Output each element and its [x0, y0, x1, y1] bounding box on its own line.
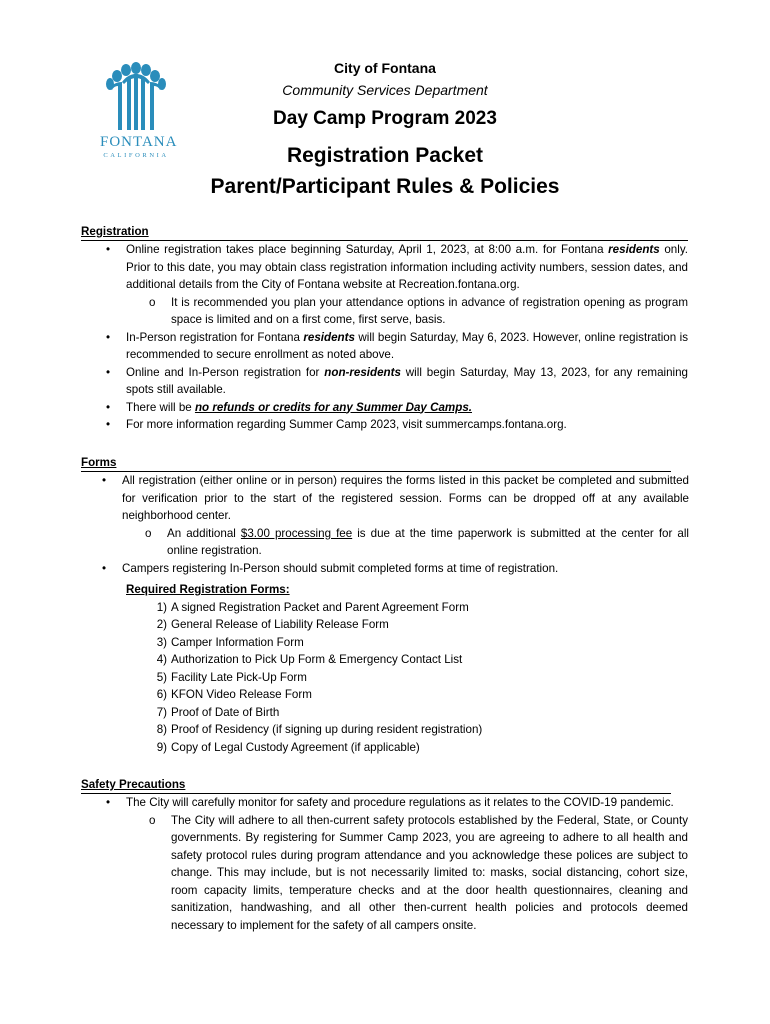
required-form-item — [156, 721, 689, 739]
item-number: 7) — [156, 705, 167, 719]
program-title: Day Camp Program 2023 — [273, 108, 497, 129]
forms-section — [81, 454, 690, 756]
registration-section — [81, 223, 688, 434]
bullet-icon: • — [106, 400, 111, 414]
item-text: Copy of Legal Custody Agreement (if applicable) — [171, 740, 420, 754]
item-number: 9) — [156, 740, 167, 754]
required-form-item — [156, 616, 689, 634]
item-number: 6) — [156, 688, 167, 701]
item-number: 5) — [156, 670, 167, 684]
sub-bullet-icon: o — [149, 295, 156, 309]
bullet-icon: • — [102, 561, 107, 575]
required-form-item — [156, 739, 689, 757]
item-text: Proof of Residency (if signing up during resident registration) — [171, 723, 483, 736]
bullet-icon: • — [106, 418, 111, 431]
required-form-item — [156, 634, 689, 652]
sub-list-item: o An additional $3.00 processing fee is due at the time paperwork is submitted at the center for all online registration. — [145, 526, 690, 557]
item-text: Facility Late Pick-Up Form — [171, 670, 307, 684]
item-number: 4) — [156, 653, 167, 666]
department-name: Community Services Department — [282, 82, 488, 98]
sub-bullet-icon: o — [149, 813, 156, 827]
bullet-icon: • — [106, 365, 111, 379]
bullet-icon: • — [106, 330, 111, 344]
item-number: 8) — [156, 723, 167, 736]
list-item: • Online registration takes place beginning Saturday, April 1, 2023, at 8:00 a.m. for Fontana residents only. Prior to this date, you may obtain class registration information including activity numbers, session dates, and additional details from the City of Fontana website at Recreation.fontana.org. — [106, 243, 688, 291]
item-text: Camper Information Form — [171, 635, 304, 649]
list-item: • In-Person registration for Fontana residents will begin Saturday, May 6, 2023. However, online registration is recommended to secure enrollment as noted above. — [106, 330, 688, 361]
sub-list-item: o It is recommended you plan your attendance options in advance of registration opening as program space is limited and on a first come, first serve, basis. — [149, 295, 688, 326]
document-title: Registration Packet — [286, 144, 484, 167]
item-number: 2) — [156, 618, 167, 631]
logo-wordmark: FONTANA — [100, 134, 178, 150]
list-item: • Online and In-Person registration for non-residents will begin Saturday, May 13, 2023, for any remaining spots still available. — [106, 365, 689, 396]
bullet-icon: • — [106, 796, 111, 809]
required-form-item — [156, 704, 689, 722]
required-form-item — [156, 651, 689, 669]
sub-list-item: o The City will adhere to all then-current safety protocols established by the Federal, State, or County governments. By registering for Summer Camp 2023, you are agreeing to adhere to all health and safety protocol rules during program attendance and you acknowledge these polices are subject to change. This may include, but is not necessarily limited to: masks, social distancing, cohort size, room capacity limits, temperature checks and at the door health questionnaires, cleaning and sanitization, handwashing, and all other then-current health policies and protocols deemed necessary to implement for the safety of all campers onsite. — [149, 813, 688, 932]
section-heading: Forms — [81, 454, 671, 472]
section-heading: Registration — [81, 223, 688, 241]
required-forms-list — [126, 599, 689, 757]
required-form-item — [156, 599, 689, 617]
item-text: A signed Registration Packet and Parent Agreement Form — [171, 600, 469, 614]
item-text: Authorization to Pick Up Form & Emergency Contact List — [171, 653, 463, 666]
bullet-icon: • — [106, 243, 111, 256]
safety-section — [81, 776, 688, 934]
item-text: Proof of Date of Birth — [171, 705, 280, 719]
logo-subtitle: CALIFORNIA — [103, 152, 169, 159]
required-forms-title: Required Registration Forms: — [126, 583, 290, 596]
required-form-item — [156, 669, 689, 687]
required-form-item — [156, 686, 689, 704]
item-text: KFON Video Release Form — [171, 688, 312, 701]
list-item: • The City will carefully monitor for safety and procedure regulations as it relates to the COVID-19 pandemic. — [126, 794, 688, 812]
palm-tree-icon — [104, 60, 168, 132]
list-item: • All registration (either online or in person) requires the forms listed in this packet be completed and submitted for verification prior to the start of the registered session. Forms can be dropped off at any available neighborhood center. — [102, 474, 689, 522]
list-item: • There will be no refunds or credits for any Summer Day Camps. — [126, 399, 688, 417]
list-item: • Campers registering In-Person should submit completed forms at time of registration. — [122, 560, 689, 578]
document-subtitle: Parent/Participant Rules & Policies — [210, 175, 560, 198]
city-name: City of Fontana — [334, 60, 436, 76]
section-heading: Safety Precautions — [81, 776, 671, 794]
sub-bullet-icon: o — [145, 526, 152, 540]
bullet-icon: • — [102, 474, 107, 487]
item-number: 3) — [156, 635, 167, 649]
list-item: • For more information regarding Summer Camp 2023, visit summercamps.fontana.org. — [126, 416, 688, 434]
item-number: 1) — [156, 600, 167, 614]
item-text: General Release of Liability Release Form — [171, 618, 389, 631]
